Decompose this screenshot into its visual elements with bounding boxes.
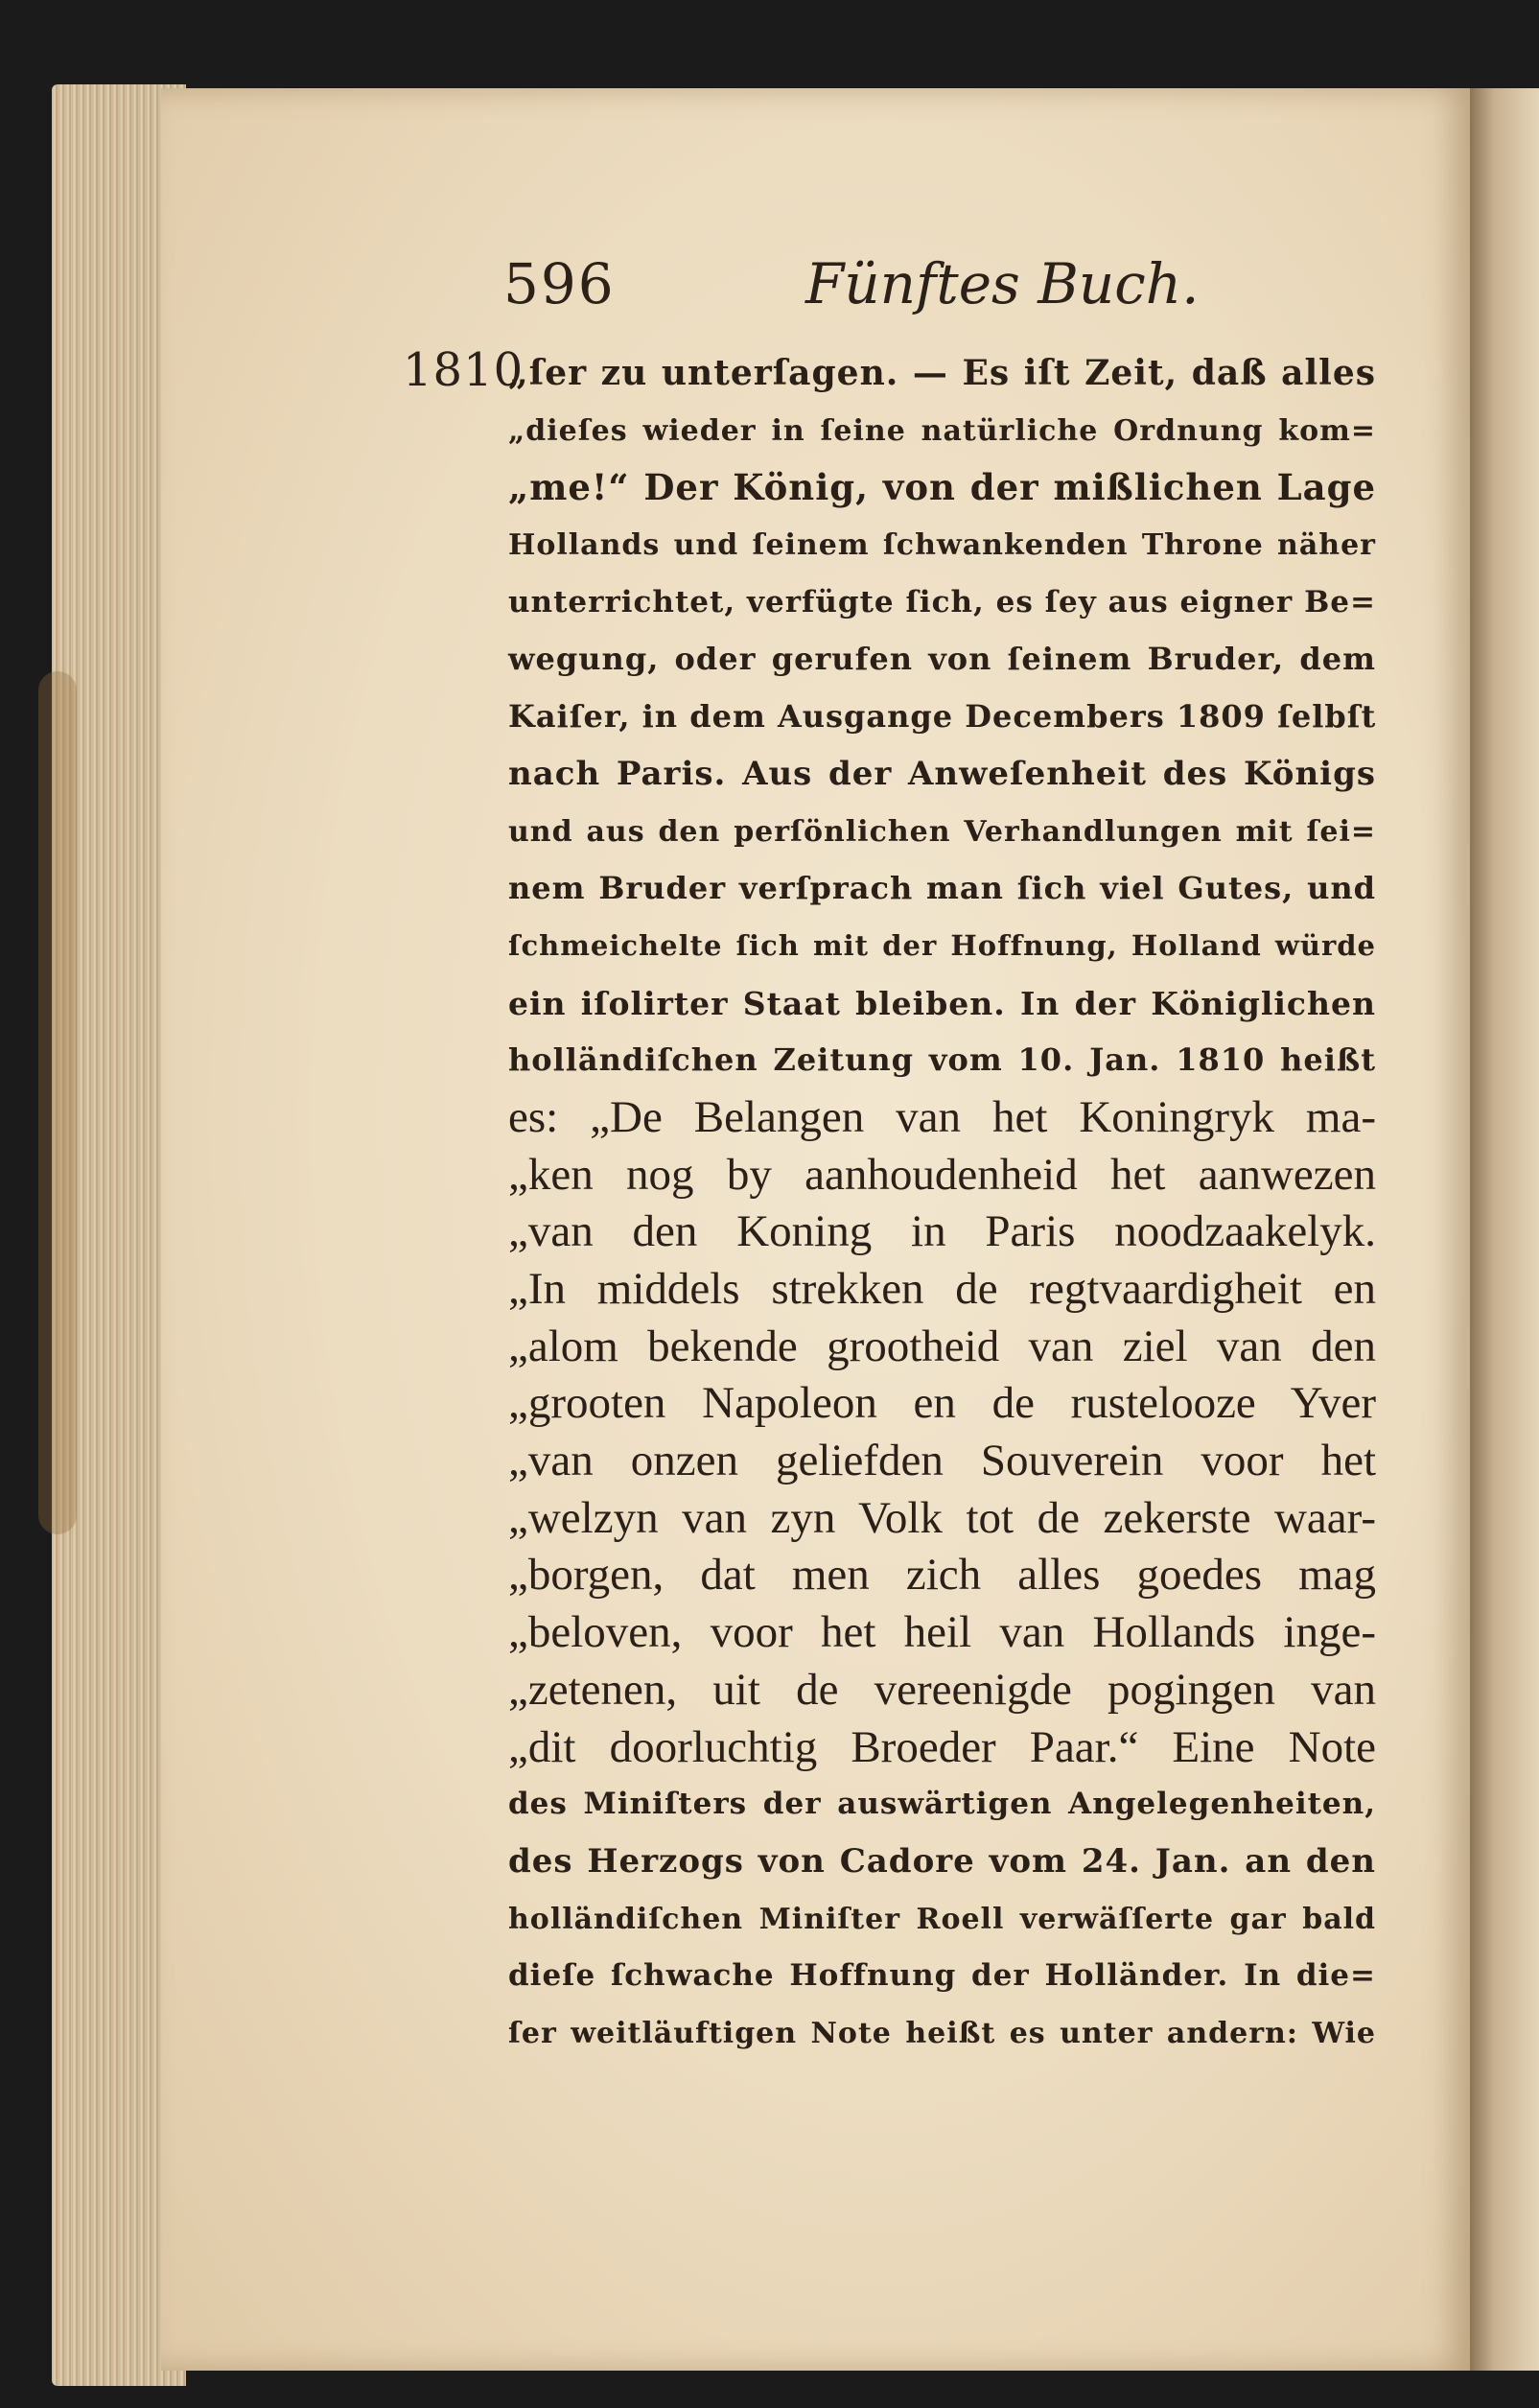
text-line: „In middels strekken de regtvaardigheit en: [508, 1264, 1376, 1314]
text-line: des Miniſters der auswärtigen Angelegenheiten,: [508, 1787, 1376, 1822]
paper-stain: [38, 671, 77, 1534]
text-line: „van onzen geliefden Souverein voor het: [508, 1436, 1376, 1486]
text-line: „ſer zu unterſagen. — Es iſt Zeit, daß alles: [508, 353, 1376, 393]
text-line: „borgen, dat men zich alles goedes mag: [508, 1550, 1376, 1601]
text-line: „zetenen, uit de vereenigde pogingen van: [508, 1664, 1376, 1715]
text-line: „dieſes wieder in ſeine natürliche Ordnung kom=: [508, 413, 1376, 448]
text-line: ſchmeichelte ſich mit der Hoffnung, Holland würde: [508, 928, 1376, 962]
book-gutter: [1470, 88, 1539, 2371]
text-line: Hollands und ſeinem ſchwankenden Throne näher: [508, 528, 1376, 563]
text-line: des Herzogs von Cadore vom 24. Jan. an den: [508, 1841, 1376, 1881]
text-line: dieſe ſchwache Hoffnung der Holländer. In die=: [508, 1958, 1376, 1994]
body-text: [508, 345, 1376, 2063]
text-line: unterrichtet, verfügte ſich, es ſey aus eigner Be=: [508, 584, 1376, 620]
text-line: „grooten Napoleon en de rustelooze Yver: [508, 1378, 1376, 1429]
margin-year: 1810: [403, 343, 525, 397]
text-line: „me!“ Der König, von der mißlichen Lage: [508, 466, 1376, 509]
text-line: Kaiſer, in dem Ausgange Decembers 1809 ſelbſt: [508, 698, 1377, 736]
text-line: „beloven, voor het heil van Hollands inge-: [508, 1607, 1376, 1658]
text-line: „ken nog by aanhoudenheid het aanwezen: [508, 1149, 1376, 1200]
text-line: nem Bruder verſprach man ſich viel Gutes, und: [508, 870, 1376, 907]
text-line: holländiſchen Zeitung vom 10. Jan. 1810 heißt: [508, 1041, 1376, 1079]
text-line: ſer weitläuftigen Note heißt es unter andern: Wie: [508, 2016, 1376, 2050]
text-line: „alom bekende grootheid van ziel van den: [508, 1321, 1376, 1371]
running-title: Fünftes Buch.: [805, 251, 1200, 316]
text-line: ein iſolirter Staat bleiben. In der Königlichen: [508, 984, 1376, 1022]
text-line: nach Paris. Aus der Anweſenheit des Königs: [508, 754, 1376, 793]
text-line: wegung, oder gerufen von ſeinem Bruder, dem: [508, 641, 1376, 678]
text-line: es: „De Belangen van het Koningryk ma-: [508, 1091, 1376, 1142]
text-line: „dit doorluchtig Broeder Paar.“ Eine Note: [508, 1721, 1376, 1772]
text-line: „welzyn van zyn Volk tot de zekerste waar-: [508, 1492, 1376, 1543]
text-line: und aus den perſönlichen Verhandlungen mit ſei=: [508, 814, 1376, 849]
page-number: 596: [503, 251, 616, 316]
text-line: holländiſchen Miniſter Roell verwäſſerte gar bald: [508, 1902, 1376, 1936]
text-line: „van den Koning in Paris noodzaakelyk.: [508, 1206, 1376, 1257]
